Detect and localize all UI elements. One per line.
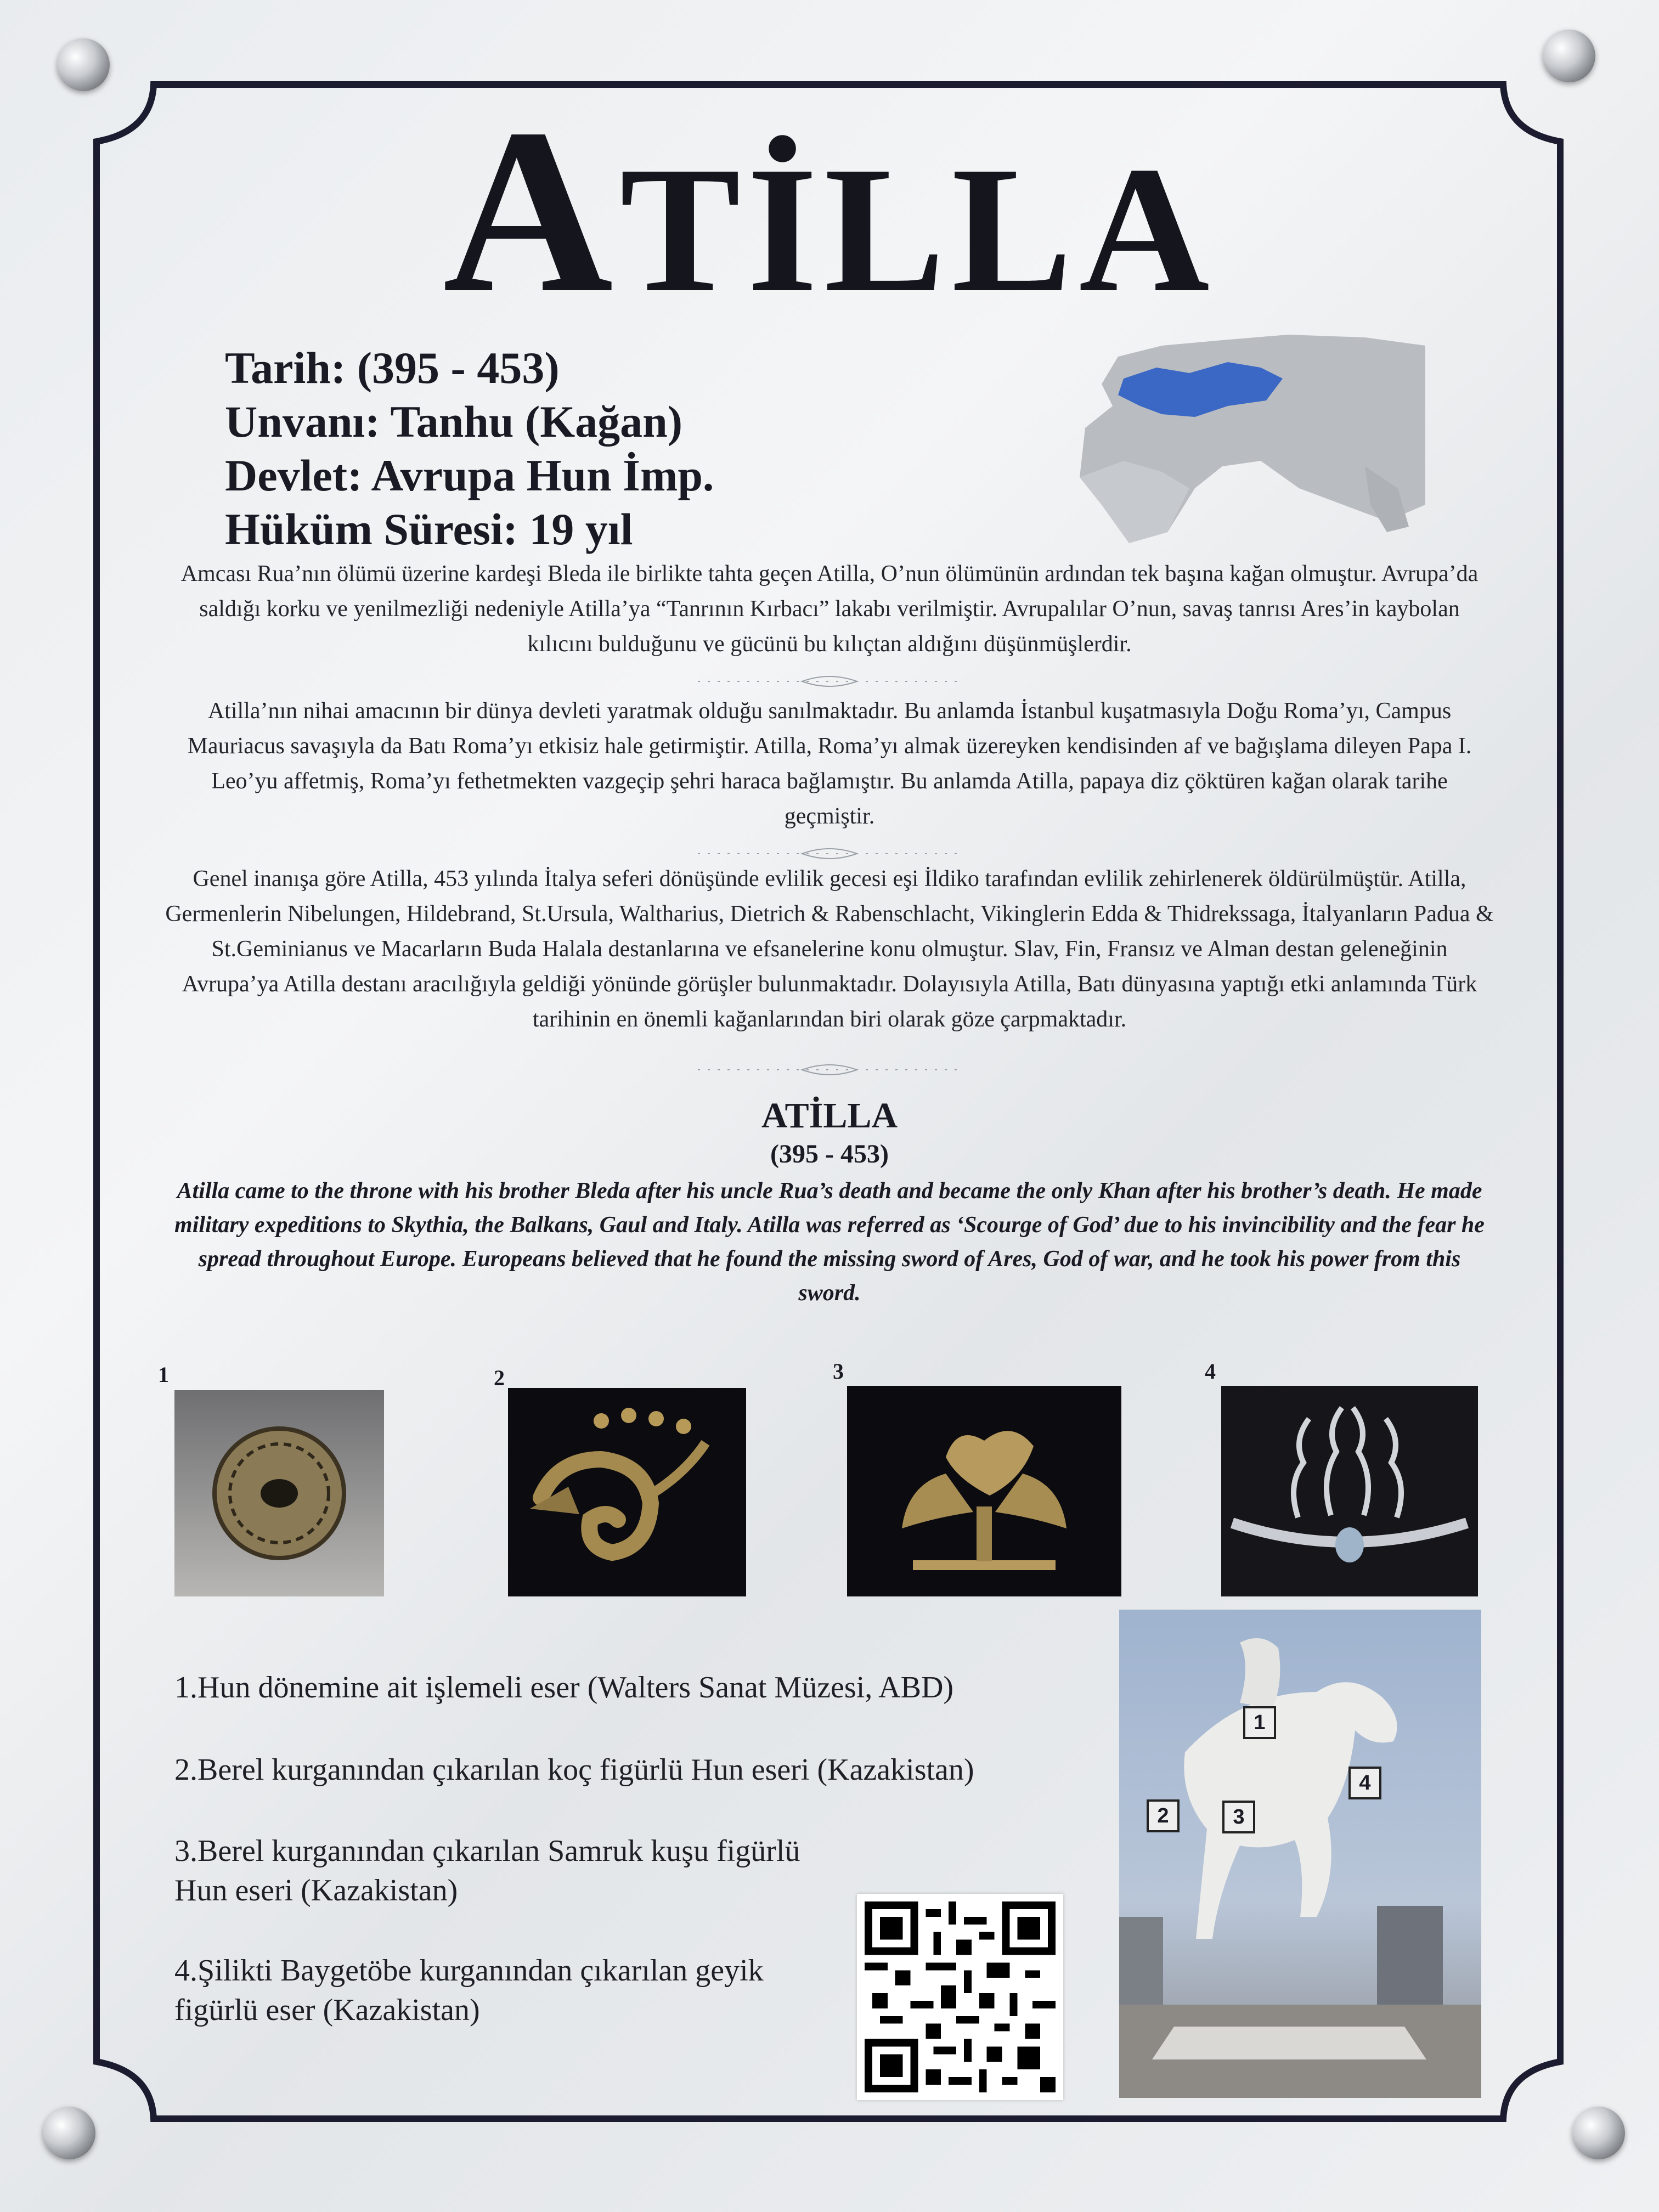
mounting-bolt-bottom-right bbox=[1572, 2107, 1625, 2159]
statue-tag-2: 2 bbox=[1147, 1799, 1180, 1832]
caption-4: 4.Şilikti Baygetöbe kurganından çıkarılan geyik figürlü eser (Kazakistan) bbox=[174, 1954, 764, 2027]
fact-title: Unvanı: Tanhu (Kağan) bbox=[225, 397, 683, 447]
mounting-bolt-top-right bbox=[1543, 30, 1595, 82]
english-heading: ATİLLA bbox=[761, 1096, 898, 1136]
artifact-photo-3 bbox=[847, 1386, 1121, 1596]
paragraph-3: Genel inanışa göre Atilla, 453 yılında İtalya seferi dönüşünde evlilik gecesi eşi İldiko tarafından evlilik zehirlenerek öldürülmüştür. Atilla, Germenlerin Nibelungen, Hildebrand, St.Ursula, Waltharius, Dietrich & Rabenschlacht, Vikinglerin Edda & Thidrekssaga, İtalyanların Padua & St.Geminianus ve Macarların Buda Halala destanlarına ve efsanelerine konu olmuştur. Slav, Fin, Fransız ve Alman destan geleneğinin Avrupa’ya Atilla destanı aracılığıyla geldiği yönünde görüşler bulunmaktadır. Dolayısıyla Atilla, Batı dünyasına yaptığı etki anlamında Türk tarihinin en önemli kağanlarından biri olarak göze çarpmaktadır. bbox=[165, 866, 1494, 1032]
statue-photo bbox=[1119, 1610, 1481, 2098]
artifact-photo-4 bbox=[1221, 1386, 1478, 1596]
photo-number-1: 1 bbox=[158, 1362, 169, 1387]
photo-number-2: 2 bbox=[494, 1365, 505, 1390]
artifact-photo-2 bbox=[508, 1388, 746, 1596]
caption-3: 3.Berel kurganından çıkarılan Samruk kuşu figürlü Hun eseri (Kazakistan) bbox=[174, 1834, 800, 1908]
empire-map bbox=[1080, 324, 1425, 543]
fact-date: Tarih: (395 - 453) bbox=[225, 343, 560, 393]
paragraph-2: Atilla’nın nihai amacının bir dünya devleti yaratmak olduğu sanılmaktadır. Bu anlamda İstanbul kuşatmasıyla Doğu Roma’yı, Campus Mauriacus savaşıyla da Batı Roma’yı etkisiz hale getirmiştir. Atilla, Roma’yı almak üzereyken kendisinden af ve bağışlama dileyen Papa I. Leo’yu affetmiş, Roma’yı fethetmekten vazgeçip şehri haraca bağlamıştır. Bu anlamda Atilla, papaya diz çöktüren kağan olarak tarihe geçmiştir. bbox=[187, 698, 1472, 829]
ornamental-divider-1 bbox=[692, 670, 967, 692]
fact-reign: Hüküm Süresi: 19 yıl bbox=[225, 504, 633, 554]
page-title: ATİLLA bbox=[443, 81, 1216, 342]
qr-code[interactable] bbox=[857, 1894, 1063, 2100]
ornamental-divider-3 bbox=[692, 1059, 967, 1081]
statue-tag-3: 3 bbox=[1222, 1801, 1255, 1833]
photo-number-4: 4 bbox=[1205, 1359, 1216, 1384]
paragraph-1: Amcası Rua’nın ölümü üzerine kardeşi Bleda ile birlikte tahta geçen Atilla, O’nun ölümünün ardından tek başına kağan olmuştur. Avrupa’da saldığı korku ve yenilmezliği nedeniyle Atilla’ya “Tanrının Kırbacı” lakabı verilmiştir. Avrupalılar O’nun, savaş tanrısı Ares’in kaybolan kılıcını bulduğunu ve gücünü bu kılıçtan aldığını düşünmüşlerdir. bbox=[180, 561, 1479, 657]
statue-tag-4: 4 bbox=[1348, 1767, 1381, 1799]
english-summary: Atilla came to the throne with his brother Bleda after his uncle Rua’s death and became the only Khan after his brother’s death. He made military expeditions to Skythia, the Balkans, Gaul and Italy. Atilla was referred as ‘Scourge of God’ due to his invincibility and the fear he spread throughout Europe. Europeans believed that he found the missing sword of Ares, God of war, and he took his power from this sword. bbox=[174, 1178, 1485, 1306]
photo-number-3: 3 bbox=[833, 1359, 844, 1384]
mounting-bolt-bottom-left bbox=[43, 2107, 95, 2159]
key-facts bbox=[225, 341, 714, 556]
artifact-photo-1 bbox=[174, 1390, 384, 1596]
caption-1: 1.Hun dönemine ait işlemeli eser (Walters Sanat Müzesi, ABD) bbox=[174, 1671, 954, 1705]
caption-2: 2.Berel kurganından çıkarılan koç figürlü Hun eseri (Kazakistan) bbox=[174, 1753, 974, 1787]
fact-state: Devlet: Avrupa Hun İmp. bbox=[225, 450, 714, 500]
english-dates: (395 - 453) bbox=[770, 1139, 889, 1169]
statue-tag-1: 1 bbox=[1243, 1706, 1276, 1739]
